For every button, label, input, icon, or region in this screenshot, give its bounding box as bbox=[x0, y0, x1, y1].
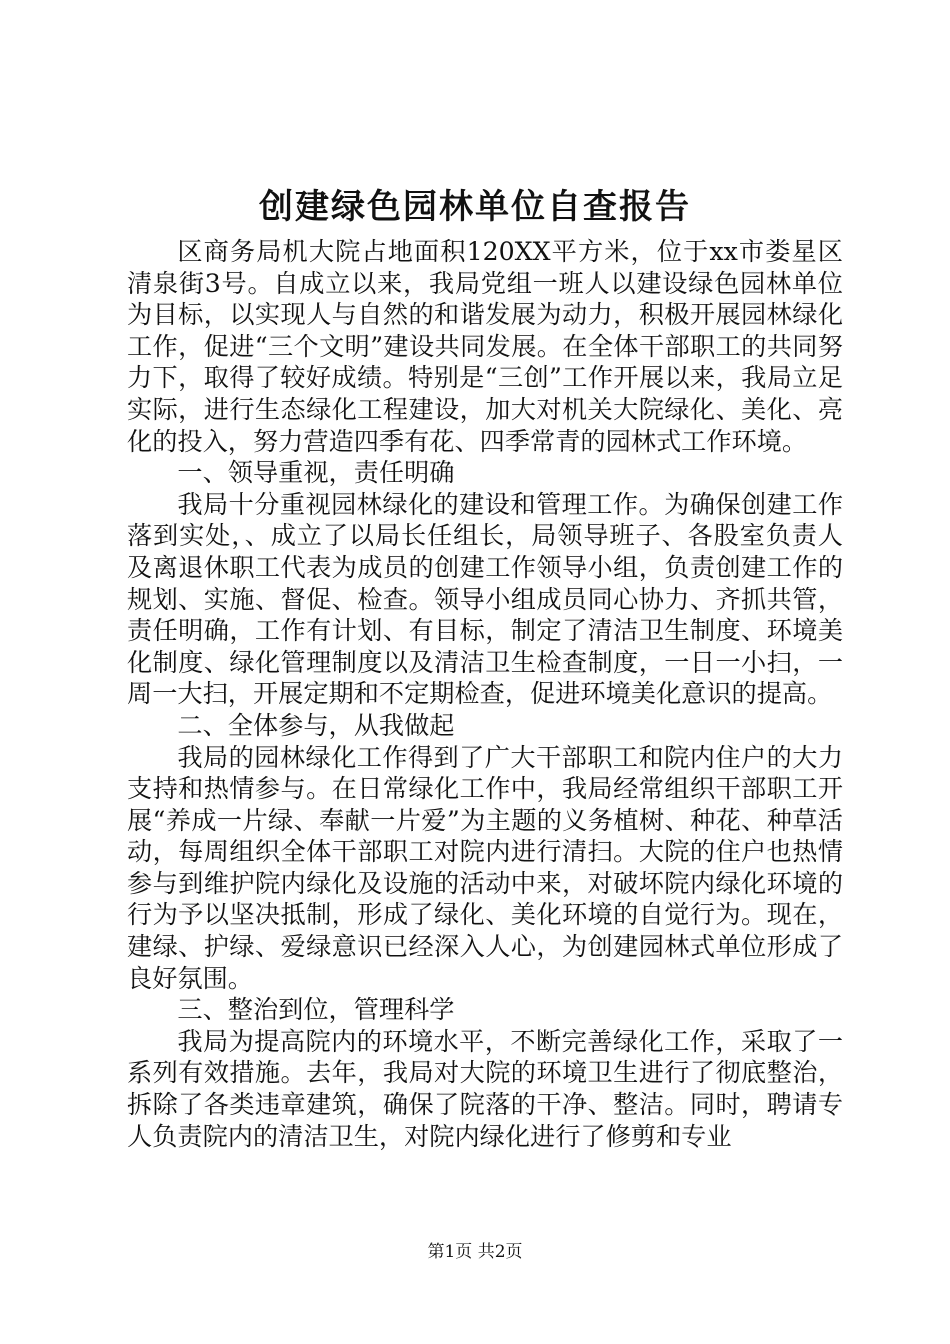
section-heading-1: 一、领导重视，责任明确 bbox=[177, 458, 455, 488]
section-heading-3: 三、整治到位，管理科学 bbox=[177, 995, 455, 1025]
section-heading-2: 二、全体参与，从我做起 bbox=[177, 710, 455, 740]
page-number-footer: 第1页 共2页 bbox=[427, 1242, 523, 1262]
section-paragraph-3: 我局为提高院内的环境水平，不断完善绿化工作，采取了一系列有效措施。去年，我局对大院的环境卫生进行了彻底整治，拆除了各类违章建筑，确保了院落的干净、整洁。同时，聘请专人负责院内的清洁卫生，对院内绿化进行了修剪和专业 bbox=[127, 1026, 843, 1151]
section-paragraph-2: 我局的园林绿化工作得到了广大干部职工和院内住户的大力支持和热情参与。在日常绿化工作中，我局经常组织干部职工开展“养成一片绿、奉献一片爱”为主题的义务植树、种花、种草活动，每周组织全体干部职工对院内进行清扫。大院的住户也热情参与到维护院内绿化及设施的活动中来，对破坏院内绿化环境的行为予以坚决抵制，形成了绿化、美化环境的自觉行为。现在，建绿、护绿、爱绿意识已经深入人心，为创建园林式单位形成了良好氛围。 bbox=[127, 742, 843, 993]
document-body bbox=[127, 236, 843, 1152]
document-title: 创建绿色园林单位自查报告 bbox=[259, 187, 691, 227]
section-paragraph-1: 我局十分重视园林绿化的建设和管理工作。为确保创建工作落到实处，、成立了以局长任组长，局领导班子、各股室负责人及离退休职工代表为成员的创建工作领导小组，负责创建工作的规划、实施、督促、检查。领导小组成员同心协力、齐抓共管，责任明确，工作有计划、有目标，制定了清洁卫生制度、环境美化制度、绿化管理制度以及清洁卫生检查制度，一日一小扫，一周一大扫，开展定期和不定期检查，促进环境美化意识的提高。 bbox=[127, 489, 843, 709]
intro-paragraph: 区商务局机大院占地面积120XX平方米，位于xx市娄星区清泉街3号。自成立以来，我局党组一班人以建设绿色园林单位为目标，以实现人与自然的和谐发展为动力，积极开展园林绿化工作，促进“三个文明”建设共同发展。在全体干部职工的共同努力下，取得了较好成绩。特别是“三创”工作开展以来，我局立足实际，进行生态绿化工程建设，加大对机关大院绿化、美化、亮化的投入，努力营造四季有花、四季常青的园林式工作环境。 bbox=[127, 237, 843, 456]
